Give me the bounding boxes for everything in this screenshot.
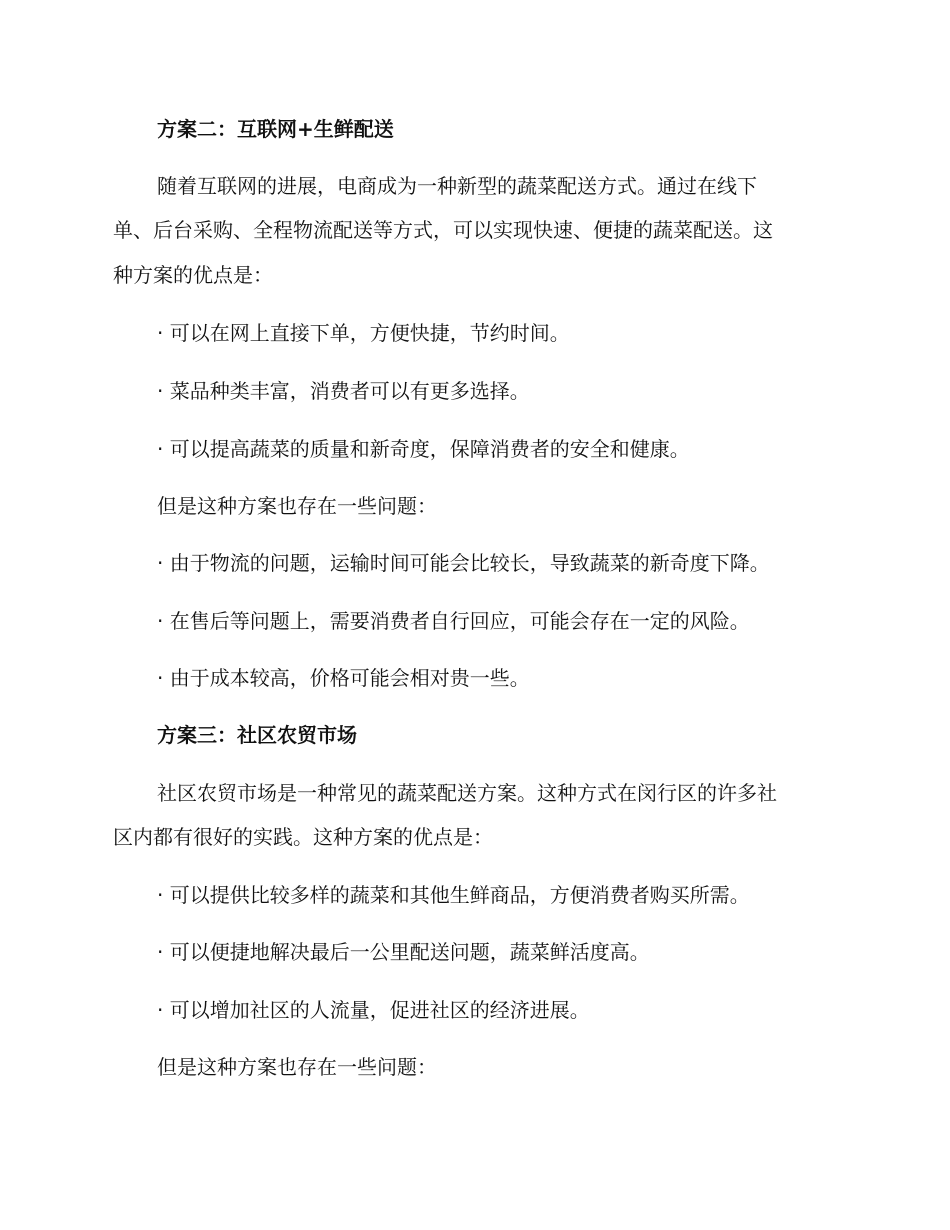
section2-problem-2: · 在售后等问题上，需要消费者自行回应，可能会存在一定的风险。: [157, 609, 750, 633]
section2-advantage-3: · 可以提高蔬菜的质量和新奇度，保障消费者的安全和健康。: [157, 437, 690, 461]
section2-advantage-2: · 菜品种类丰富，消费者可以有更多选择。: [157, 379, 530, 403]
section3-intro-line-2: 区内都有很好的实践。这种方案的优点是：: [113, 825, 493, 849]
section3-problems-intro: 但是这种方案也存在一些问题：: [157, 1055, 437, 1079]
section3-intro-line-1: 社区农贸市场是一种常见的蔬菜配送方案。这种方式在闵行区的许多社: [157, 781, 777, 805]
section3-advantage-2: · 可以便捷地解决最后一公里配送问题，蔬菜鲜活度高。: [157, 940, 650, 964]
section2-problem-1: · 由于物流的问题，运输时间可能会比较长，导致蔬菜的新奇度下降。: [157, 551, 770, 575]
section2-advantage-1: · 可以在网上直接下单，方便快捷，节约时间。: [157, 321, 570, 345]
section2-heading: 方案二：互联网+生鲜配送: [157, 117, 394, 141]
section2-problems-intro: 但是这种方案也存在一些问题：: [157, 494, 437, 518]
section3-advantage-1: · 可以提供比较多样的蔬菜和其他生鲜商品，方便消费者购买所需。: [157, 883, 750, 907]
section2-intro-line-1: 随着互联网的进展，电商成为一种新型的蔬菜配送方式。通过在线下: [157, 174, 757, 198]
section3-heading: 方案三：社区农贸市场: [157, 723, 357, 747]
section2-problem-3: · 由于成本较高，价格可能会相对贵一些。: [157, 666, 530, 690]
section2-intro-line-2: 单、后台采购、全程物流配送等方式，可以实现快速、便捷的蔬菜配送。这: [113, 218, 773, 242]
section2-intro-line-3: 种方案的优点是：: [113, 263, 273, 287]
section3-advantage-3: · 可以增加社区的人流量，促进社区的经济进展。: [157, 998, 590, 1022]
